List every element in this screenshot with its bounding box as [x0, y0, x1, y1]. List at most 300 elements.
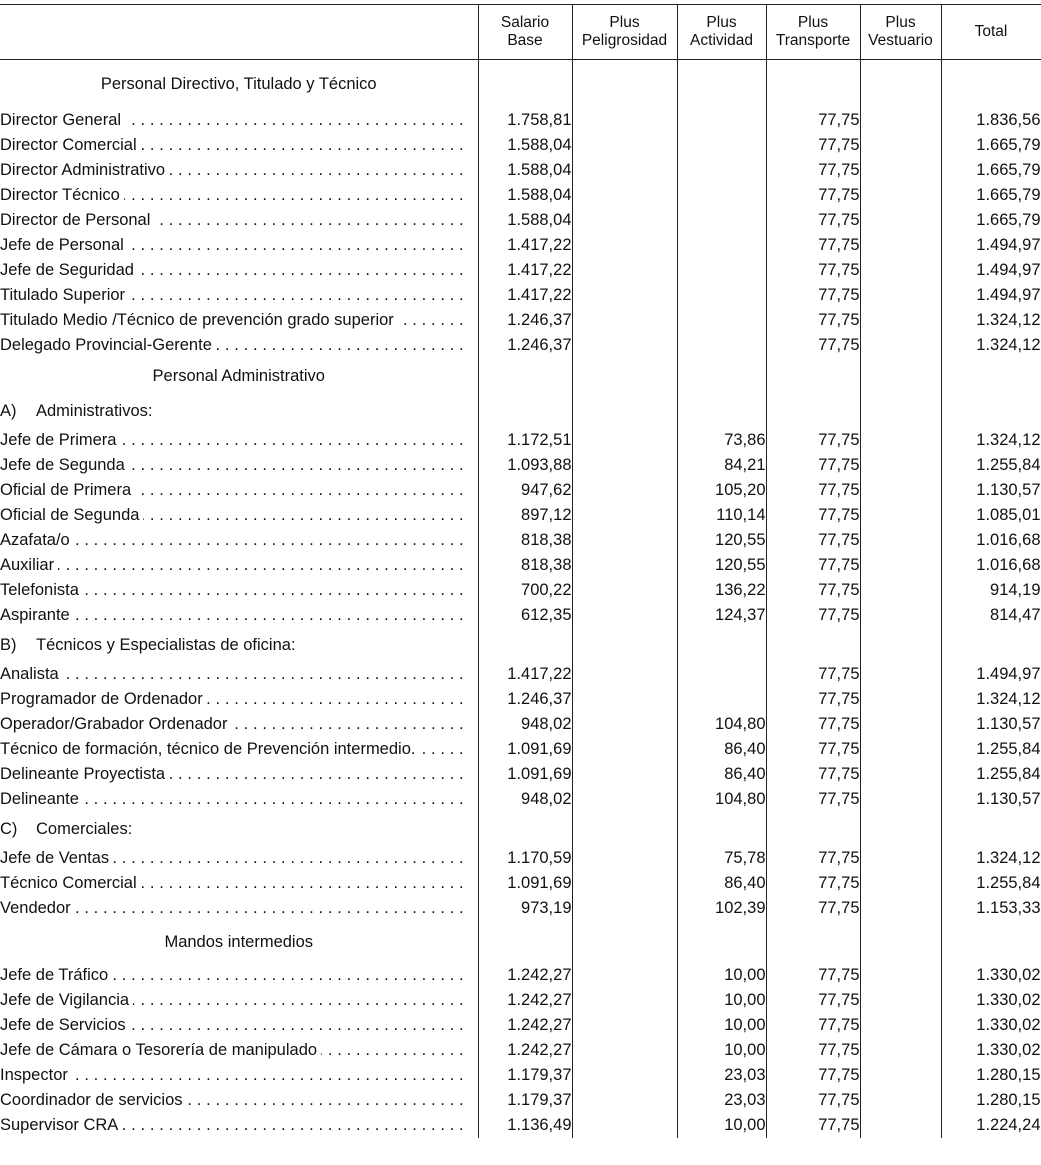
empty-cell: [572, 812, 677, 846]
header-salario-base: [478, 5, 572, 60]
value-transporte: 77,75: [766, 183, 860, 208]
value-total: 1.130,57: [941, 787, 1041, 812]
header-plus-vestuario-line2: Vestuario: [868, 32, 933, 49]
category-cell: [0, 503, 478, 528]
empty-cell: [478, 60, 572, 109]
value-peligrosidad: [572, 1113, 677, 1138]
value-actividad: 86,40: [677, 737, 766, 762]
value-transporte: 77,75: [766, 528, 860, 553]
header-plus-peligrosidad-line2: Peligrosidad: [581, 32, 668, 49]
value-peligrosidad: [572, 528, 677, 553]
table-row: [0, 578, 1041, 603]
empty-cell: [941, 921, 1041, 963]
dot-leader: [0, 1041, 478, 1061]
value-actividad: 104,80: [677, 712, 766, 737]
category-name: Técnico de formación, técnico de Prevención intermedio.: [0, 740, 419, 758]
empty-cell: [572, 60, 677, 109]
header-plus-vestuario: [860, 5, 941, 60]
value-vestuario: [860, 1113, 941, 1138]
table-row: [0, 846, 1041, 871]
dot-leader: [0, 431, 478, 451]
dot-leader: [0, 481, 478, 501]
category-name: Director Administrativo: [0, 161, 169, 179]
value-base: 1.242,27: [478, 1013, 572, 1038]
value-total: 1.494,97: [941, 662, 1041, 687]
dot-leader: [0, 899, 478, 919]
dot-leader: [0, 874, 478, 894]
value-transporte: 77,75: [766, 258, 860, 283]
category-name: Aspirante: [0, 606, 74, 624]
category-name: Titulado Superior: [0, 286, 129, 304]
category-name: Oficial de Primera: [0, 481, 135, 499]
section-header-row: [0, 358, 1041, 394]
value-actividad: [677, 208, 766, 233]
value-actividad: 23,03: [677, 1088, 766, 1113]
section-header-row: [0, 921, 1041, 963]
category-cell: [0, 158, 478, 183]
value-actividad: 120,55: [677, 553, 766, 578]
dot-leader: [0, 665, 478, 685]
value-vestuario: [860, 1088, 941, 1113]
subsection-title: [0, 628, 478, 662]
category-cell: [0, 428, 478, 453]
value-actividad: 10,00: [677, 963, 766, 988]
empty-cell: [677, 628, 766, 662]
value-base: 1.588,04: [478, 208, 572, 233]
header-plus-peligrosidad-line1: Plus: [609, 14, 640, 31]
value-total: 1.085,01: [941, 503, 1041, 528]
value-actividad: 86,40: [677, 871, 766, 896]
value-actividad: [677, 687, 766, 712]
value-total: 814,47: [941, 603, 1041, 628]
value-peligrosidad: [572, 737, 677, 762]
dot-leader: [0, 765, 478, 785]
subsection-label: Administrativos:: [36, 401, 153, 420]
value-vestuario: [860, 896, 941, 921]
subsection-title: [0, 812, 478, 846]
section-title: Mandos intermedios: [0, 921, 478, 963]
category-name: Jefe de Segunda: [0, 456, 129, 474]
value-base: 947,62: [478, 478, 572, 503]
value-base: 1.758,81: [478, 108, 572, 133]
category-cell: [0, 208, 478, 233]
category-name: Oficial de Segunda: [0, 506, 143, 524]
value-base: 948,02: [478, 712, 572, 737]
value-peligrosidad: [572, 762, 677, 787]
value-actividad: 23,03: [677, 1063, 766, 1088]
value-peligrosidad: [572, 553, 677, 578]
value-vestuario: [860, 603, 941, 628]
category-cell: [0, 787, 478, 812]
value-peligrosidad: [572, 333, 677, 358]
value-actividad: 10,00: [677, 1038, 766, 1063]
value-transporte: 77,75: [766, 896, 860, 921]
value-total: 1.324,12: [941, 687, 1041, 712]
value-actividad: 102,39: [677, 896, 766, 921]
category-name: Jefe de Tráfico: [0, 966, 112, 984]
value-base: 1.246,37: [478, 333, 572, 358]
value-peligrosidad: [572, 787, 677, 812]
table-header: [0, 5, 1041, 60]
value-peligrosidad: [572, 1038, 677, 1063]
value-peligrosidad: [572, 208, 677, 233]
table-row: [0, 333, 1041, 358]
header-total: [941, 5, 1041, 60]
subsection-label: Comerciales:: [36, 819, 133, 838]
table-row: [0, 133, 1041, 158]
category-cell: [0, 553, 478, 578]
value-transporte: 77,75: [766, 233, 860, 258]
value-total: 1.665,79: [941, 208, 1041, 233]
value-vestuario: [860, 183, 941, 208]
dot-leader: [0, 236, 478, 256]
category-cell: [0, 662, 478, 687]
header-plus-actividad-line2: Actividad: [690, 32, 753, 49]
value-base: 1.179,37: [478, 1088, 572, 1113]
value-total: 1.494,97: [941, 233, 1041, 258]
category-cell: [0, 871, 478, 896]
empty-cell: [766, 60, 860, 109]
value-transporte: 77,75: [766, 503, 860, 528]
empty-cell: [941, 628, 1041, 662]
category-name: Telefonista: [0, 581, 83, 599]
value-base: 1.172,51: [478, 428, 572, 453]
table-row: [0, 1063, 1041, 1088]
category-name: Jefe de Seguridad: [0, 261, 138, 279]
value-transporte: 77,75: [766, 283, 860, 308]
table-row: [0, 787, 1041, 812]
dot-leader: [0, 136, 478, 156]
value-peligrosidad: [572, 662, 677, 687]
category-name: Operador/Grabador Ordenador: [0, 715, 231, 733]
header-plus-transporte-line2: Transporte: [775, 32, 851, 49]
value-total: 1.016,68: [941, 528, 1041, 553]
empty-cell: [478, 628, 572, 662]
table-row: [0, 1088, 1041, 1113]
value-total: 1.324,12: [941, 846, 1041, 871]
value-total: 1.330,02: [941, 988, 1041, 1013]
empty-cell: [766, 358, 860, 394]
empty-cell: [860, 921, 941, 963]
empty-cell: [860, 60, 941, 109]
table-row: [0, 258, 1041, 283]
category-cell: [0, 1013, 478, 1038]
value-total: 1.836,56: [941, 108, 1041, 133]
table-row: [0, 503, 1041, 528]
value-total: 1.255,84: [941, 453, 1041, 478]
empty-cell: [572, 921, 677, 963]
header-salario-base-line2: Base: [507, 32, 543, 49]
header-plus-actividad-line1: Plus: [706, 14, 737, 31]
category-name: Jefe de Vigilancia: [0, 991, 133, 1009]
empty-cell: [860, 394, 941, 428]
value-total: 1.665,79: [941, 183, 1041, 208]
empty-cell: [860, 812, 941, 846]
dot-leader: [0, 311, 478, 331]
table-row: [0, 453, 1041, 478]
value-base: 1.170,59: [478, 846, 572, 871]
value-vestuario: [860, 662, 941, 687]
category-name: Jefe de Personal: [0, 236, 128, 254]
value-total: 1.330,02: [941, 963, 1041, 988]
value-total: 1.153,33: [941, 896, 1041, 921]
value-actividad: 84,21: [677, 453, 766, 478]
value-actividad: [677, 258, 766, 283]
value-vestuario: [860, 712, 941, 737]
value-transporte: 77,75: [766, 603, 860, 628]
subsection-header-row: [0, 394, 1041, 428]
value-total: 1.665,79: [941, 133, 1041, 158]
category-cell: [0, 846, 478, 871]
value-vestuario: [860, 578, 941, 603]
value-transporte: 77,75: [766, 1038, 860, 1063]
value-actividad: 124,37: [677, 603, 766, 628]
dot-leader: [0, 531, 478, 551]
value-total: 1.324,12: [941, 333, 1041, 358]
value-actividad: 73,86: [677, 428, 766, 453]
category-cell: [0, 233, 478, 258]
value-actividad: 10,00: [677, 1113, 766, 1138]
category-cell: [0, 528, 478, 553]
empty-cell: [478, 921, 572, 963]
value-base: 1.242,27: [478, 963, 572, 988]
value-total: 1.130,57: [941, 712, 1041, 737]
value-vestuario: [860, 846, 941, 871]
value-peligrosidad: [572, 896, 677, 921]
table-row: [0, 158, 1041, 183]
empty-cell: [766, 921, 860, 963]
value-peligrosidad: [572, 988, 677, 1013]
category-name: Titulado Medio /Técnico de prevención grado superior: [0, 311, 398, 329]
value-actividad: 136,22: [677, 578, 766, 603]
table-row: [0, 1113, 1041, 1138]
section-title: Personal Administrativo: [0, 358, 478, 394]
dot-leader: [0, 581, 478, 601]
category-name: Supervisor CRA: [0, 1116, 122, 1134]
dot-leader: [0, 261, 478, 281]
table-row: [0, 208, 1041, 233]
section-title: Personal Directivo, Titulado y Técnico: [0, 60, 478, 109]
table-row: [0, 762, 1041, 787]
category-name: Delineante: [0, 790, 83, 808]
value-transporte: 77,75: [766, 988, 860, 1013]
value-vestuario: [860, 963, 941, 988]
value-actividad: [677, 233, 766, 258]
value-actividad: [677, 308, 766, 333]
value-peligrosidad: [572, 133, 677, 158]
value-base: 1.179,37: [478, 1063, 572, 1088]
value-total: 1.130,57: [941, 478, 1041, 503]
value-base: 973,19: [478, 896, 572, 921]
value-vestuario: [860, 1063, 941, 1088]
value-base: 1.242,27: [478, 1038, 572, 1063]
value-transporte: 77,75: [766, 208, 860, 233]
value-peligrosidad: [572, 478, 677, 503]
value-peligrosidad: [572, 687, 677, 712]
value-actividad: [677, 662, 766, 687]
value-vestuario: [860, 871, 941, 896]
value-vestuario: [860, 528, 941, 553]
value-transporte: 77,75: [766, 787, 860, 812]
value-base: 1.246,37: [478, 308, 572, 333]
table-row: [0, 737, 1041, 762]
value-total: 1.255,84: [941, 737, 1041, 762]
category-cell: [0, 988, 478, 1013]
subsection-header-row: [0, 628, 1041, 662]
category-cell: [0, 308, 478, 333]
value-vestuario: [860, 333, 941, 358]
table-row: [0, 233, 1041, 258]
dot-leader: [0, 715, 478, 735]
table-row: [0, 603, 1041, 628]
category-cell: [0, 133, 478, 158]
value-actividad: [677, 108, 766, 133]
value-total: 1.255,84: [941, 871, 1041, 896]
dot-leader: [0, 161, 478, 181]
value-transporte: 77,75: [766, 553, 860, 578]
category-cell: [0, 183, 478, 208]
category-cell: [0, 283, 478, 308]
value-base: 1.417,22: [478, 258, 572, 283]
dot-leader: [0, 849, 478, 869]
category-name: Inspector: [0, 1066, 72, 1084]
empty-cell: [766, 812, 860, 846]
value-base: 818,38: [478, 528, 572, 553]
table-row: [0, 662, 1041, 687]
empty-cell: [677, 812, 766, 846]
value-base: 1.417,22: [478, 662, 572, 687]
dot-leader: [0, 690, 478, 710]
value-transporte: 77,75: [766, 687, 860, 712]
value-transporte: 77,75: [766, 712, 860, 737]
value-base: 1.093,88: [478, 453, 572, 478]
category-cell: [0, 687, 478, 712]
category-cell: [0, 578, 478, 603]
value-peligrosidad: [572, 1088, 677, 1113]
subsection-label: Técnicos y Especialistas de oficina:: [36, 635, 296, 654]
empty-cell: [572, 628, 677, 662]
value-transporte: 77,75: [766, 846, 860, 871]
value-peligrosidad: [572, 453, 677, 478]
value-transporte: 77,75: [766, 133, 860, 158]
value-base: 1.588,04: [478, 183, 572, 208]
value-actividad: 104,80: [677, 787, 766, 812]
value-base: 1.417,22: [478, 233, 572, 258]
empty-cell: [677, 394, 766, 428]
category-cell: [0, 603, 478, 628]
subsection-header-row: [0, 812, 1041, 846]
value-transporte: 77,75: [766, 1063, 860, 1088]
dot-leader: [0, 1091, 478, 1111]
dot-leader: [0, 556, 478, 576]
value-total: 1.016,68: [941, 553, 1041, 578]
value-transporte: 77,75: [766, 1013, 860, 1038]
value-vestuario: [860, 208, 941, 233]
table-row: [0, 183, 1041, 208]
dot-leader: [0, 286, 478, 306]
value-vestuario: [860, 553, 941, 578]
value-actividad: 86,40: [677, 762, 766, 787]
salary-table: [0, 4, 1041, 1138]
table-row: [0, 478, 1041, 503]
category-name: Técnico Comercial: [0, 874, 141, 892]
empty-cell: [478, 358, 572, 394]
dot-leader: [0, 456, 478, 476]
value-transporte: 77,75: [766, 308, 860, 333]
value-peligrosidad: [572, 233, 677, 258]
value-transporte: 77,75: [766, 662, 860, 687]
empty-cell: [677, 60, 766, 109]
value-vestuario: [860, 258, 941, 283]
value-total: 1.494,97: [941, 258, 1041, 283]
empty-cell: [941, 394, 1041, 428]
dot-leader: [0, 966, 478, 986]
value-peligrosidad: [572, 158, 677, 183]
value-base: 1.588,04: [478, 158, 572, 183]
value-base: 1.417,22: [478, 283, 572, 308]
value-base: 948,02: [478, 787, 572, 812]
dot-leader: [0, 186, 478, 206]
header-plus-transporte-line1: Plus: [797, 14, 829, 31]
value-vestuario: [860, 453, 941, 478]
empty-cell: [766, 628, 860, 662]
value-base: 1.588,04: [478, 133, 572, 158]
table-row: [0, 553, 1041, 578]
value-peligrosidad: [572, 871, 677, 896]
category-name: Azafata/o: [0, 531, 74, 549]
value-transporte: 77,75: [766, 108, 860, 133]
value-transporte: 77,75: [766, 871, 860, 896]
dot-leader: [0, 211, 478, 231]
value-vestuario: [860, 133, 941, 158]
category-cell: [0, 896, 478, 921]
header-plus-vestuario-line1: Plus: [885, 14, 916, 31]
value-base: 1.136,49: [478, 1113, 572, 1138]
value-total: 1.255,84: [941, 762, 1041, 787]
category-name: Coordinador de servicios: [0, 1091, 187, 1109]
header-plus-peligrosidad: [572, 5, 677, 60]
value-base: 1.091,69: [478, 871, 572, 896]
value-peligrosidad: [572, 308, 677, 333]
value-vestuario: [860, 283, 941, 308]
value-base: 818,38: [478, 553, 572, 578]
value-actividad: 75,78: [677, 846, 766, 871]
value-total: 1.330,02: [941, 1013, 1041, 1038]
category-name: Jefe de Ventas: [0, 849, 113, 867]
empty-cell: [677, 921, 766, 963]
category-cell: [0, 1113, 478, 1138]
value-base: 1.091,69: [478, 737, 572, 762]
value-peligrosidad: [572, 603, 677, 628]
value-transporte: 77,75: [766, 453, 860, 478]
value-transporte: 77,75: [766, 1088, 860, 1113]
value-base: 612,35: [478, 603, 572, 628]
empty-cell: [572, 358, 677, 394]
dot-leader: [0, 991, 478, 1011]
empty-cell: [478, 394, 572, 428]
value-peligrosidad: [572, 846, 677, 871]
table-row: [0, 712, 1041, 737]
value-vestuario: [860, 687, 941, 712]
value-total: 1.280,15: [941, 1063, 1041, 1088]
value-actividad: [677, 283, 766, 308]
table-row: [0, 428, 1041, 453]
value-actividad: 110,14: [677, 503, 766, 528]
value-transporte: 77,75: [766, 578, 860, 603]
value-total: 1.324,12: [941, 428, 1041, 453]
category-name: Auxiliar: [0, 556, 58, 574]
category-cell: [0, 453, 478, 478]
